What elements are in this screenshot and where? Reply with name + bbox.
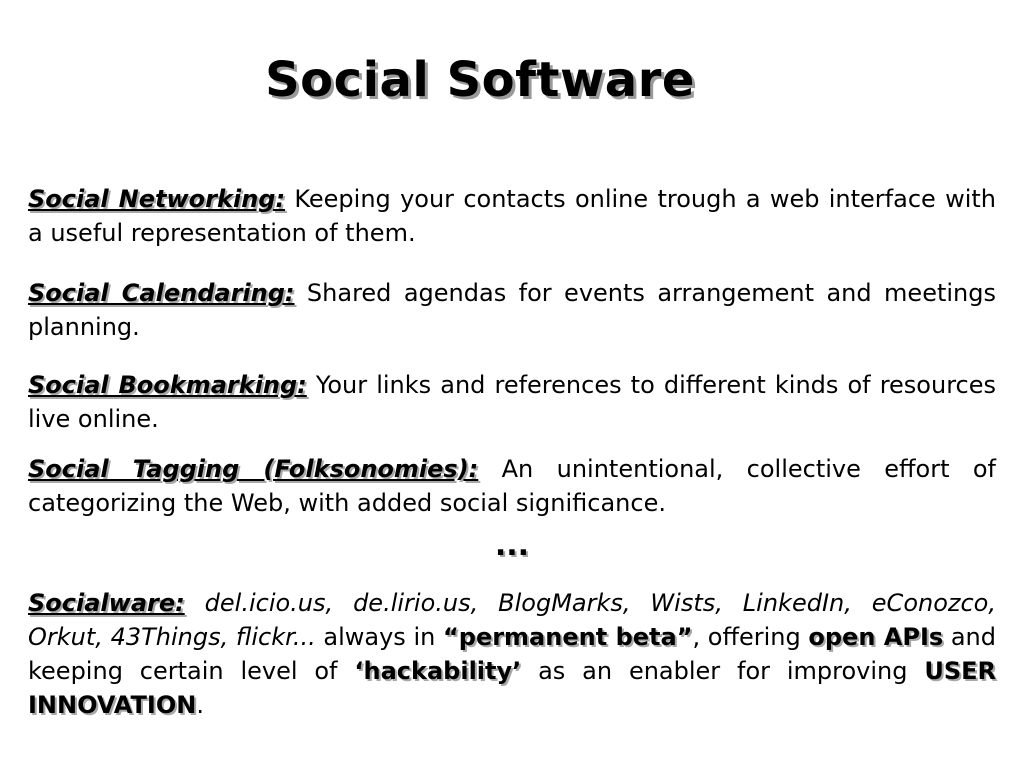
socialware-text-1: always in	[315, 623, 443, 651]
ellipsis: ...	[494, 528, 530, 563]
term-socialware: Socialware:	[28, 589, 185, 617]
definition-social-tagging: An unintentional, collective effort of categorizing the Web, with added social significance.	[28, 455, 996, 517]
term-social-tagging: Social Tagging (Folksonomies):	[28, 455, 479, 483]
definition-social-calendaring: Shared agendas for events arrangement and meetings planning.	[28, 279, 996, 341]
paragraph-social-bookmarking	[28, 368, 996, 436]
term-social-bookmarking: Social Bookmarking:	[28, 371, 307, 399]
term-social-calendaring: Social Calendaring:	[28, 279, 295, 307]
socialware-text-3: and keeping certain level of	[28, 623, 996, 685]
paragraph-socialware	[28, 586, 996, 722]
term-social-networking: Social Networking:	[28, 185, 286, 213]
slide-title: Social Software	[265, 52, 695, 108]
paragraph-social-calendaring	[28, 276, 996, 344]
socialware-text-2: , offering	[692, 623, 809, 651]
definition-social-bookmarking: Your links and references to different kinds of resources live online.	[28, 371, 997, 433]
slide-content	[28, 182, 996, 722]
socialware-examples: del.icio.us, de.lirio.us, BlogMarks, Wists, LinkedIn, eConozco, Orkut, 43Things, flickr...	[28, 589, 996, 651]
definition-social-networking: Keeping your contacts online trough a web interface with a useful representation of them.	[28, 185, 997, 247]
paragraph-social-networking	[28, 182, 996, 250]
paragraph-social-tagging	[28, 452, 996, 520]
highlight-permanent-beta: “permanent beta”	[442, 623, 693, 651]
highlight-user-innovation: USER INNOVATION	[28, 657, 996, 719]
socialware-text-5: .	[196, 691, 204, 719]
highlight-open-apis: open APIs	[808, 623, 944, 651]
socialware-text-4: as an enabler for improving	[521, 657, 925, 685]
highlight-hackability: ‘hackability’	[354, 657, 522, 685]
